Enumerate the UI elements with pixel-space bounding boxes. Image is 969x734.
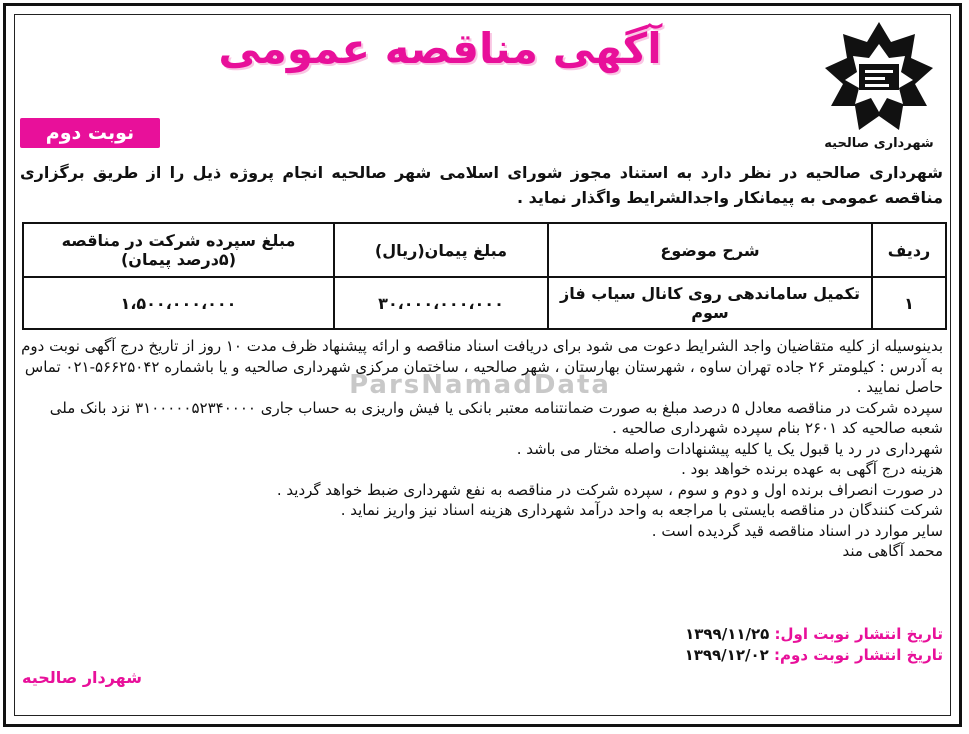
header-subject: شرح موضوع bbox=[548, 223, 872, 277]
notice-title: آگهی مناقصه عمومی bbox=[218, 24, 662, 73]
intro-paragraph: شهرداری صالحیه در نظر دارد به استناد مجوز شورای اسلامی شهر صالحیه انجام پروژه ذیل را از طریق برگزاری مناقصه عمومی به پیمانکار واجدالشرایط واگذار نماید . bbox=[20, 163, 943, 207]
cell-subject: تکمیل ساماندهی روی کانال سیاب فاز سوم bbox=[548, 277, 872, 329]
header-row-number: ردیف bbox=[872, 223, 946, 277]
body-paragraph: بدینوسیله از کلیه متقاضیان واجد الشرایط دعوت می شود برای دریافت اسناد مناقصه و ارائه پیشنهاد ظرف مدت ۱۰ روز از تاریخ درج آگهی نوبت دوم به آدرس : کیلومتر ۲۶ جاده تهران ساوه ، شهرستان بهارستان ، شهر صالحیه ، ساختمان مرکزی شهرداری صالحیه و یا باشماره ۵۶۶۲۵۰۴۲-۰۲۱ تماس حاصل نمایید . bbox=[21, 337, 943, 396]
notice-body bbox=[20, 336, 943, 562]
second-date-value: ۱۳۹۹/۱۲/۰۲ bbox=[684, 646, 769, 664]
cell-row-number: ۱ bbox=[872, 277, 946, 329]
body-paragraph: شهرداری در رد یا قبول یک یا کلیه پیشنهادات واصله مختار می باشد . bbox=[516, 439, 943, 458]
body-paragraph: هزینه درج آگهی به عهده برنده خواهد بود . bbox=[681, 460, 943, 478]
first-publication-date bbox=[685, 624, 943, 645]
cell-contract-amount: ۳۰،۰۰۰،۰۰۰،۰۰۰ bbox=[334, 277, 548, 329]
table-row bbox=[23, 277, 946, 329]
body-paragraph: سایر موارد در اسناد مناقصه قید گردیده است . bbox=[651, 521, 943, 540]
second-publication-date bbox=[685, 645, 943, 666]
first-date-value: ۱۳۹۹/۱۱/۲۵ bbox=[685, 625, 770, 643]
header-deposit-amount: مبلغ سپرده شرکت در مناقصه (۵درصد پیمان) bbox=[23, 223, 334, 277]
mayor-signature: شهردار صالحیه bbox=[22, 668, 142, 687]
second-date-label: تاریخ انتشار نوبت دوم: bbox=[774, 646, 943, 664]
first-date-label: تاریخ انتشار نوبت اول: bbox=[774, 625, 943, 643]
watermark: ParsNamadData bbox=[349, 370, 611, 400]
tender-table bbox=[22, 222, 947, 330]
publication-dates bbox=[685, 624, 943, 666]
body-paragraph: سپرده شرکت در مناقصه معادل ۵ درصد مبلغ به صورت ضمانتنامه معتبر بانکی یا فیش واریزی به حساب جاری ۳۱۰۰۰۰۰۵۲۳۴۰۰۰۰ نزد بانک ملی شعبه صالحیه کد ۲۶۰۱ بنام سپرده شهرداری صالحیه . bbox=[49, 398, 943, 437]
body-paragraph: محمد آگاهی مند bbox=[842, 542, 943, 560]
municipality-logo-icon bbox=[819, 18, 939, 136]
table-header-row bbox=[23, 223, 946, 277]
logo-caption: شهرداری صالحیه bbox=[824, 136, 934, 151]
header-contract-amount: مبلغ پیمان(ریال) bbox=[334, 223, 548, 277]
round-badge: نوبت دوم bbox=[20, 118, 160, 148]
body-paragraph: در صورت انصراف برنده اول و دوم و سوم ، سپرده شرکت در مناقصه به نفع شهرداری ضبط خواهد گردید . bbox=[276, 480, 943, 499]
body-paragraph: شرکت کنندگان در مناقصه بایستی با مراجعه به واحد درآمد شهرداری هزینه اسناد نیز واریز نماید . bbox=[340, 501, 943, 519]
cell-deposit-amount: ۱،۵۰۰،۰۰۰،۰۰۰ bbox=[23, 277, 334, 329]
